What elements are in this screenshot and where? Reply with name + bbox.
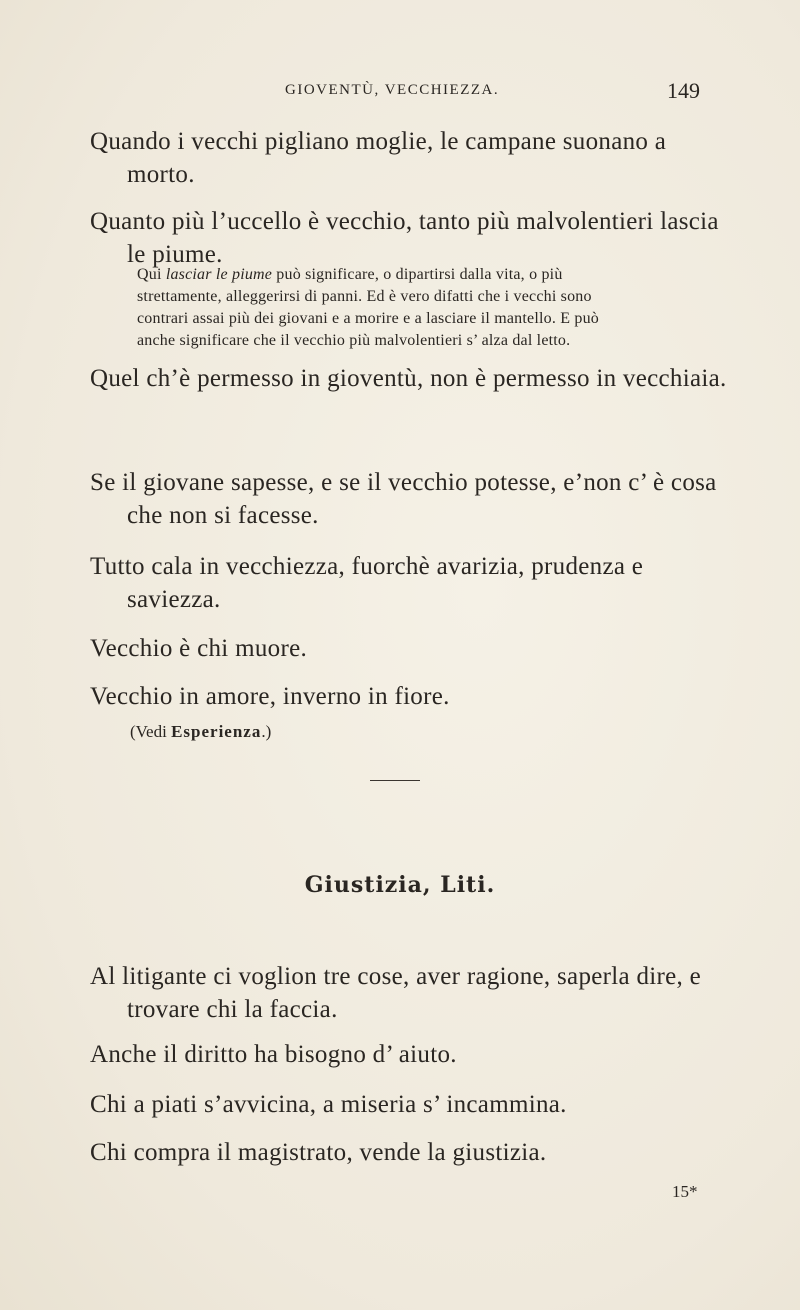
note-prefix: Qui — [137, 266, 166, 283]
explanatory-note — [137, 264, 700, 352]
proverb: Se il giovane sapesse, e se il vecchio potesse, e’non c’ è cosa che non si facesse. — [90, 469, 717, 529]
note-line: contrari assai più dei giovani e a morire e a lasciare il mantello. E può — [137, 310, 599, 327]
page-number: 149 — [667, 78, 700, 103]
note-line: anche significare che il vecchio più malvolentieri s’ alza dal letto. — [137, 332, 571, 349]
note-text: può significare, o dipartirsi dalla vita, o più — [272, 266, 563, 283]
section-title: Giustizia, Liti. — [304, 872, 496, 898]
page-header — [90, 78, 700, 112]
proverb: Quel ch’è permesso in gioventù, non è permesso in vecchiaia. — [90, 365, 727, 392]
xref-open: (Vedi — [130, 722, 172, 741]
xref-close: .) — [261, 722, 272, 741]
proverb: Tutto cala in vecchiezza, fuorchè avarizia, prudenza e saviezza. — [90, 553, 644, 613]
proverb: Chi compra il magistrato, vende la giustizia. — [90, 1139, 547, 1166]
section-divider — [370, 780, 420, 781]
xref-target: Esperienza — [171, 722, 262, 741]
cross-reference — [130, 722, 271, 742]
proverb: Vecchio in amore, inverno in fiore. — [90, 683, 450, 710]
signature-mark: 15* — [672, 1182, 698, 1201]
proverb: Chi a piati s’avvicina, a miseria s’ incammina. — [90, 1091, 567, 1118]
running-title: GIOVENTÙ, VECCHIEZZA. — [285, 82, 500, 98]
proverb: Quando i vecchi pigliano moglie, le campane suonano a morto. — [90, 128, 667, 188]
note-line — [137, 264, 700, 286]
note-line: strettamente, alleggerirsi di panni. Ed è vero difatti che i vecchi sono — [137, 288, 592, 305]
note-italic-phrase: lasciar le piume — [165, 266, 273, 283]
proverb: Vecchio è chi muore. — [90, 635, 308, 662]
proverb: Al litigante ci voglion tre cose, aver ragione, saperla dire, e trovare chi la faccia. — [90, 963, 702, 1023]
proverb: Quanto più l’uccello è vecchio, tanto più malvolentieri lascia le piume. — [90, 208, 719, 268]
proverb: Anche il diritto ha bisogno d’ aiuto. — [90, 1041, 457, 1068]
